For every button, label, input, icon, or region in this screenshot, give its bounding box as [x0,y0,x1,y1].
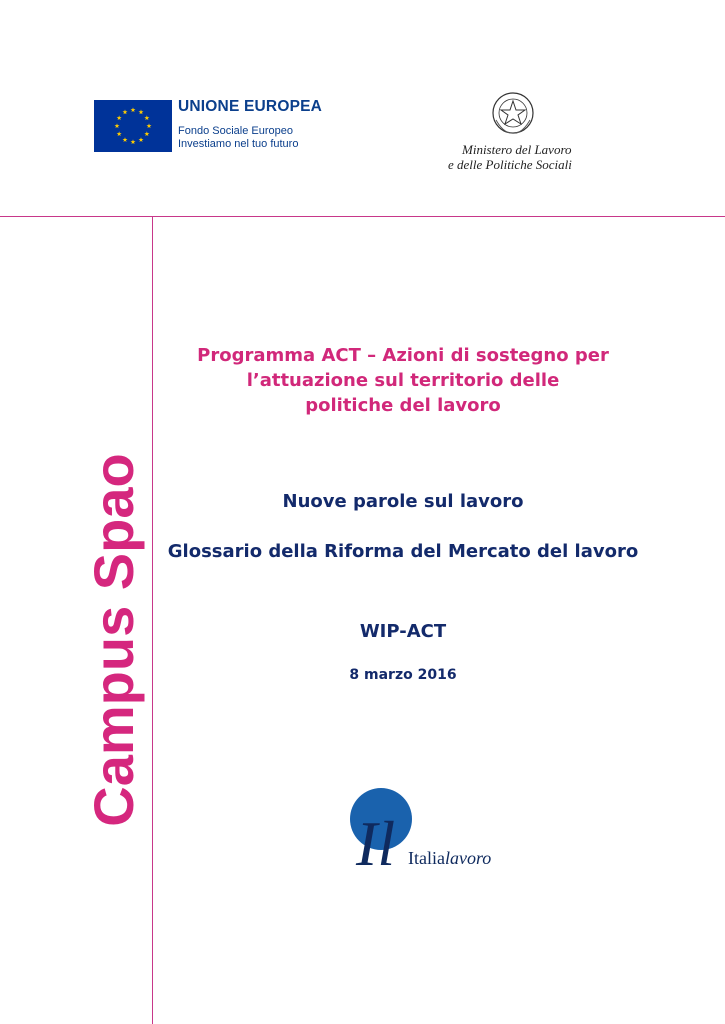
italia-lavoro-wordmark [408,848,491,869]
document-date: 8 marzo 2016 [349,667,457,683]
ministry-name-line2: e delle Politiche Sociali [448,157,572,172]
italia-lavoro-mark: Il [356,808,396,879]
eu-star-icon [139,137,144,142]
wordmark-italic: lavoro [444,848,492,868]
italian-republic-emblem-icon [490,90,536,136]
eu-flag-icon [94,100,172,152]
eu-slogan: Investiamo nel tuo futuro [178,138,299,150]
document-subtitle: Nuove parole sul lavoro [282,491,524,512]
header-divider [0,216,725,217]
program-title-line: l’attuazione sul territorio delle [246,370,560,391]
program-title-line: politiche del lavoro [305,395,501,416]
eu-fund-name: Fondo Sociale Europeo [178,125,293,137]
eu-star-icon [131,139,136,144]
eu-star-icon [131,107,136,112]
program-title-line: Programma ACT – Azioni di sostegno per [197,345,609,366]
wordmark-regular: Italia [408,848,445,868]
sidebar-divider [152,216,153,1024]
eu-star-icon [144,131,149,136]
eu-star-icon [117,131,122,136]
eu-star-icon [117,115,122,120]
eu-star-icon [115,123,120,128]
document-title: Glossario della Riforma del Mercato del lavoro [167,541,639,562]
eu-star-icon [144,115,149,120]
ministry-name-line1: Ministero del Lavoro [462,142,572,157]
project-name: WIP-ACT [359,621,447,642]
eu-title: UNIONE EUROPEA [178,98,323,115]
eu-star-icon [123,137,128,142]
eu-star-icon [139,110,144,115]
eu-star-icon [123,110,128,115]
eu-star-icon [147,123,152,128]
campus-spao-brand: Campus Spao [82,453,145,827]
program-title [153,343,653,418]
